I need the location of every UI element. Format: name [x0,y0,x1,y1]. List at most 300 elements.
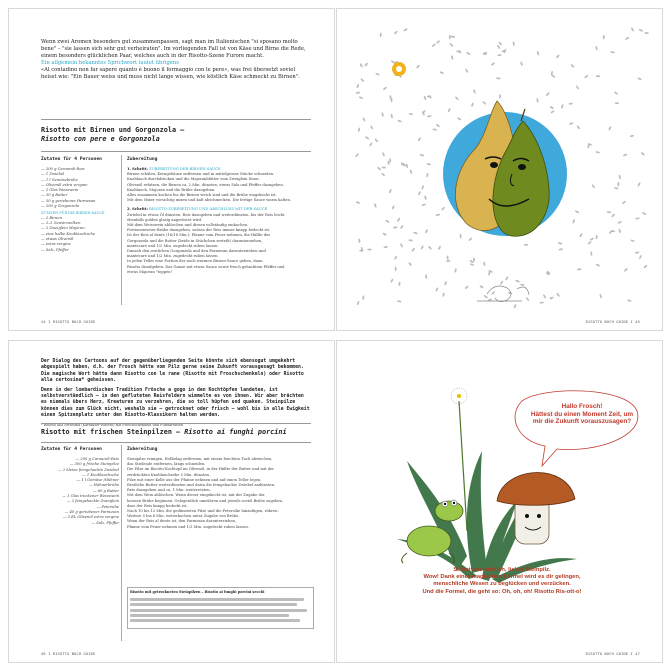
section-divider [41,119,311,120]
step-line: zerdrückten Knoblauchzehe 5 Min. dünsten. [127,472,211,477]
ingredients-list [41,167,119,253]
step-line: Weitere 5 bis 6 Min. weiterkochen unter Zugabe von Brühe. [127,514,240,519]
rice-grain [539,302,543,304]
rice-grain [611,213,615,218]
rice-grain [377,166,381,170]
rice-grain [362,117,366,122]
rice-grain [471,102,474,107]
rice-grain [595,46,598,51]
rice-grain [622,200,627,204]
rice-grain [549,106,554,110]
ingredient-item: — 50 g geriebener Parmesan [41,198,96,203]
rice-grain [595,151,600,154]
rice-grain [550,110,555,114]
prep-steps [127,167,312,275]
info-box-text [128,598,313,622]
intro-paragraph-2: Denn in der lombardischen Tradition Frösche a gogo in den Kochtöpfen landeten, ist selbstverständlich – in den gefluteten Reisfeldern wimmelte es von ihnen. Wir aber brächten es niemals übers Herz, Kreaturen zu verzehren, die so toll hüpfen und quaken. Steinpilze können dies zum Glück nicht, weshalb sie – getrocknet oder frisch – wohl bis in alle Ewigkeit einen Spitzenplatz unter den Risotto-Klassikern halten werden. [41,387,310,419]
rice-grain [397,120,402,123]
rice-grain [457,117,462,121]
section-divider [41,423,311,424]
ingredient-item: — 1 Glas Weisswein [41,188,79,193]
rice-grain [505,276,509,281]
ingredient-item: — 2 Birnen [41,215,62,220]
rice-grain [479,285,484,289]
sun-icon [392,62,406,76]
ingredient-item: — 30 g Butter [41,193,68,198]
rice-grain [374,138,378,143]
ingredient-item: — Petersilie [96,504,119,509]
rice-grain [408,262,412,267]
rice-grain [435,287,438,292]
ingredient-item: — 1 Glas trockener Weisswein [62,494,119,499]
step-line: Ist der Reis al dente (16/18 Min.): Pfanne vom Feuer nehmen, die Hälfte des [127,233,271,238]
rice-grain [500,280,504,285]
rice-grain [637,182,641,187]
rice-grain [610,51,615,54]
rice-grain [389,189,393,194]
rice-grain [362,295,364,299]
rice-grain [436,40,440,44]
rice-grain [403,28,408,32]
rice-grain [637,77,642,80]
rice-grain [375,73,380,76]
rice-grain [381,172,385,176]
rice-grain [609,230,613,235]
rice-grain [359,96,364,99]
step-line: Mit dem Wein ablöschen. Wenn dieser eingekocht ist, mit der Zugabe der [127,493,265,498]
rice-grain [561,104,564,109]
caption-line: Und die Formel, die geht so: Oh, oh, oh! Risotto Ris-ott-o! [422,588,582,595]
step-line: heissen Brühe beginnen. Gelegentlich umrühren und jeweils soviel Brühe zugeben, [127,498,284,503]
rice-grain [374,203,377,208]
rice-grain [427,115,432,118]
rice-grain [413,231,418,234]
intro-text [41,359,311,428]
ingredient-item: — 2 Zweiglein Majoran [41,226,85,231]
rice-grain [618,229,621,234]
column-divider [121,155,122,305]
rice-grain [558,242,563,245]
page-footer: RISOTTO BUCH GUIDE I 47 [585,652,640,656]
ingredients-list [41,457,119,526]
step-line: Birnen schälen, Kerngehäuse entfernen und in mittelgrosse Stücke schneiden. [127,172,275,177]
rice-grain [395,267,397,271]
step-line: Wenn der Reis al dente ist, den Parmesan darunterziehen, [127,519,237,524]
rice-grain [639,29,644,32]
rice-grain [380,33,382,38]
caption-line: Wow! Dank einer magischen Formel wird es dir gelingen, [423,574,581,581]
page-birnen-risotto [8,8,335,331]
rice-grain [642,212,647,216]
rice-grain [641,152,645,156]
rice-grain [465,68,468,73]
rice-grain [515,280,520,283]
info-box-title: Risotto mit getrockneten Steinpilzen – Risotto ai funghi porcini secchi [130,590,265,594]
rice-grain [359,250,364,252]
step-title: RISOTTO-ZUBEREITUNG UND ABSCHLUSS MIT DER SAUCE [147,207,268,212]
rice-grain [381,112,384,117]
step-line: Zwiebel in etwas Öl dünsten. Reis dazugeben und weiterdünsten, bis der Reis leicht [127,212,285,217]
ingredient-item: — 1 Knoblauchzehe [82,472,119,477]
rice-grain [432,43,437,47]
ingredient-item: — eine halbe Knoblauchzehe [41,231,96,236]
rice-grain [448,108,451,113]
rice-grain [470,263,475,266]
rice-grain [408,239,413,241]
speech-text [527,403,637,426]
rice-grain [383,246,388,249]
rice-grain [360,78,364,83]
page-steinpilz-risotto [8,340,335,663]
rice-grain [432,128,437,131]
rice-grain [454,268,457,273]
rice-grain [449,35,451,39]
rice-grain [420,245,424,250]
rice-grain [390,278,394,283]
rice-grain [418,191,422,196]
rice-grain [441,206,445,211]
recipe-title-it: Risotto ai funghi porcini [184,428,287,436]
ingredient-item: — 60 g Butter [92,488,119,493]
rice-grain [400,225,404,230]
rice-grain [473,89,476,94]
recipe-title [41,428,311,437]
ingredient-item: — 2–3 Gewürznelken [41,221,81,226]
rice-grain [644,32,649,34]
rice-grain [576,125,580,130]
rice-grain [382,232,387,236]
rice-grain [491,62,496,66]
rice-grain [425,229,428,234]
rice-grain [498,41,502,46]
ingredient-item: — 1 l Gemüsebrühe [41,177,78,182]
rice-grain [536,51,539,56]
step-line: Die Pilze im Risotto-Kochtopf im Olivenöl, in der Hälfte der Butter und mit der [127,467,275,472]
step-line: Mit dem Mixer vorsichtig mixen und kalt abschmecken. Die fertige Sauce warm halten. [127,198,291,203]
ingredient-item: — 1 Zwiebel [41,172,65,177]
rice-grain [417,137,421,142]
rice-grain [451,35,456,38]
rice-grain [623,153,628,156]
step-title: ZUBEREITUNG DER BIRNEN-SAUCE [147,167,221,171]
step-line: Knoblauch, Majoran und die Brühe dazugeben. [127,187,216,192]
rice-grain [446,255,448,260]
rice-grain [442,292,445,297]
step-line: Steinpilze reinigen, Erdbelag entfernen, mit einem feuchten Tuch abwischen, [127,457,273,461]
rice-grain [570,64,574,69]
rice-grain [499,94,501,99]
ingredient-item: — 2 kleine feingehackte Zwiebel [57,467,119,472]
step-line: Restliche Butter weiterdünsten und darin die feingehackte Zwiebel andünsten. [127,483,276,488]
recipe-title-de: Risotto mit Birnen und Gorgonzola – [41,126,185,134]
rice-grain [449,43,453,47]
rice-grain [369,142,373,147]
rice-grain [423,96,426,101]
page-frog-cartoon [336,340,663,663]
step-line: Pilze mit einer Kelle aus der Pfanne nehmen und auf einen Teller legen. [127,477,262,482]
ingredients-heading: Zutaten für 4 Personen [41,447,102,452]
rice-grain [451,55,454,60]
rice-grain [614,91,619,95]
rice-grain [569,122,574,125]
rice-grain [543,294,547,299]
rice-grain [524,244,529,246]
recipe-title [41,126,311,143]
rice-grain [596,235,598,240]
rice-grain [356,91,361,94]
rice-grain [421,185,424,190]
recipe-title-de: Risotto mit frischen Steinpilzen – [41,428,181,436]
rice-grain [520,61,523,66]
rice-grain [424,195,427,200]
rice-grain [608,126,612,131]
rice-grain [483,295,488,299]
step-line: Knoblauch durchdrücken und die Majoranblätter vom Zweiglein lösen. [127,177,260,182]
frog-mushroom-cartoon [337,341,663,663]
rice-grain [393,226,398,228]
rice-grain [513,41,515,46]
rice-grain [358,127,361,132]
rice-grain [590,251,592,256]
step-line: Alles zusammen kochen bis die Birnen weich sind und die Brühe eingekocht ist. [127,193,277,198]
step-line: Reis dazugeben und ca. 1 Min. weiterrösten. [127,488,211,493]
rice-grain [558,248,563,251]
rice-grain [497,45,501,50]
rice-grain [394,30,398,34]
rice-grain [625,37,630,41]
rice-grain [615,102,620,104]
column-divider [121,445,122,641]
rice-grain [549,296,554,299]
intro-paragraph: Der Dialog des Cartoons auf der gegenüberliegenden Seite könnte sich ebensogut umgekehrt abgespielt haben, d.h. der Frosch hätte vom Pilz gerne seine Zukunft vorausgesagt bekommen. Die magische Wort hätte dann Risotto con le rane (Risotto mit Froschschenkeln) oder Risotto alla certosina* geheissen. [41,359,304,384]
rice-grain [383,86,388,90]
rice-grain [427,163,432,166]
rice-grain [394,255,398,260]
page-footer: RISOTTO BUCH GUIDE I 45 [585,320,640,324]
rice-grain [439,71,444,74]
rice-grain [556,292,560,297]
rice-grain [596,263,601,267]
rice-grain [556,54,560,58]
caption-line: Selbstverständlich, lieber Steinpilz. [453,567,551,573]
rice-grain [618,175,621,180]
speech-line: mir die Zukunft vorauszusagen? [532,418,632,426]
rice-grain [572,219,575,224]
rice-grain [411,248,415,253]
rice-grain [631,27,635,32]
step-line: Olivenöl erhitzen, die Birnen ca. 2 Min. dünsten, etwas Salz und Pfeffer dazugeben, [127,182,284,187]
rice-grain [466,52,471,55]
rice-grain [576,85,580,90]
step-line: Danach den restlichen Gorgonzola und den Parmesan darunterziehen und [127,249,266,254]
info-box [127,587,314,629]
rice-grain [575,210,580,213]
intro-proverb-lead: Ein allgemein bekanntes Sprichwort lautet übrigens [41,60,179,66]
rice-grain [370,125,374,130]
prep-heading: Zubereitung [127,447,158,452]
rice-grain [367,249,371,251]
rice-grain [546,92,550,96]
rice-grain [444,281,447,286]
prep-steps [127,457,312,530]
rice-grain [421,203,426,206]
step-line: ebenfalls golden glasig angeröstet wird. [127,217,203,222]
speech-line: Hättest du einen Moment Zeit, um [530,410,634,418]
ingredient-item: — Salz, Pfeffer [41,247,69,252]
step-line: Risotto draufgeben. Das Ganze mit etwas Sauce sowie frisch gehacktem Pfeffer und [127,264,285,269]
rice-grain [587,241,592,245]
rice-grain [603,35,605,40]
rice-grain [455,96,459,100]
step-line: Pfanne vom Feuer nehmen und 1/2 Min. zugedeckt ruhen lassen. [127,524,249,529]
page-footer: 46 I RISOTTO BUCH GUIDE [41,652,96,656]
ingredient-item: — 200 g Gorgonzola [41,204,80,209]
rice-grain [391,205,395,210]
rice-grain [382,166,387,168]
rice-grain [513,304,516,309]
rice-grain [579,233,583,238]
ingredient-item: — etwas Olivenöl [41,237,74,242]
rice-grain [568,103,573,105]
rice-grain [436,123,440,127]
rice-grain [491,291,495,295]
rice-grain [428,246,432,250]
rice-grain [468,237,473,241]
sauce-heading: ZUTATEN FÜR DIE BIRNEN-SAUCE [41,211,105,216]
speech-line: Hallo Frosch! [561,403,603,410]
ingredient-item: — 1 l Gemüse-/Hühner [76,478,119,483]
rice-grain [607,211,611,213]
rice-grain [397,300,402,303]
rice-grain [483,261,485,266]
ingredient-item: — 3 EL Olivenöl extra vergine [62,515,119,520]
ingredient-item: — 200 g Carnaroli-Reis [75,457,119,461]
ingredient-item: — Salz, Pfeffer [91,520,119,525]
rice-grain [356,201,361,204]
rice-grain [617,221,622,224]
ingredient-item: — extra vergine [41,242,71,247]
rice-grain [382,152,385,157]
prep-heading: Zubereitung [127,157,158,162]
snail-illustration [477,286,529,302]
rice-grain [358,238,360,243]
rice-grain [420,154,425,157]
rice-grain [624,268,628,272]
rice-grain [584,75,589,79]
rice-grain [365,136,370,140]
section-divider [41,442,311,443]
rice-grain [591,184,595,189]
step-line: Nach 10 bis 12 Min. die gedünsteten Pilze und die Petersilie hinzufügen, rühren. [127,509,279,514]
rice-grain [627,299,632,302]
rice-grain [536,98,539,103]
step-label: 2. Schritt: [127,207,148,212]
rice-grain [385,219,390,223]
ingredient-item: — 300 g frische Steinpilze [69,462,119,467]
rice-grain [617,182,619,186]
rice-grain [359,63,363,68]
rice-grain [459,234,461,239]
rice-grain [614,187,619,190]
rice-grain [410,169,413,174]
step-line: Portionenweise Brühe dazugeben, sodass der Reis immer knapp bedeckt ist. [127,228,271,233]
rice-grain [390,114,393,119]
rice-grain [436,213,441,216]
rice-grain [508,292,513,295]
rice-grain [525,297,529,302]
cartoon-caption [377,567,627,596]
rice-grain [356,301,359,306]
rice-grain [416,64,420,69]
rice-grain [497,54,501,56]
rice-grain [464,285,468,289]
rice-grain [635,217,640,220]
ingredient-item: — Hühnerbrühe [88,483,119,488]
rice-grain [599,294,602,299]
step-line: mantecare und 1/2 Min. zugedeckt ruhen lassen. [127,243,219,248]
footnote: * Risotto alla certosina (Kartäuser-Risotto) mit Froschschenkeln und Flusskrebsen [41,422,184,427]
rice-grain [356,84,359,89]
rice-grain [643,264,647,268]
rice-grain [496,77,501,79]
step-line: Mit dem Weisswein ablöschen und diesen vollständig einkochen. [127,223,249,228]
grass-illustration [397,451,577,583]
page-footer: 44 I RISOTTO BUCH GUIDE [41,320,96,324]
rice-grain [409,113,414,115]
step-line: das Stielende entfernen, längs schneiden. [127,462,206,467]
rice-grain [639,255,642,260]
rice-grain [577,268,582,270]
step-line: mantecare und 1/2 Min. zugedeckt ruhen lassen. [127,254,219,259]
rice-grain [551,74,556,78]
rice-grain [630,239,635,242]
ingredient-item: — Olivenöl extra vergine [41,182,88,187]
intro-proverb: «Al contadino non far sapere quanto è buono il formaggio con le pere», was frei übersetzt soviel heisst wie: "Ein Bauer weiss und muss nicht lange wissen, wie köstlich Käse schmeckt zu Birnen". [41,67,300,80]
ingredient-item: — 40 g geriebener Parmesan [64,509,119,514]
rice-grain [473,257,476,262]
ingredient-item: — 2 feingehackte Zweiglein [66,499,119,504]
section-divider [41,151,311,152]
step-line: etwas Majoran "toppen". [127,269,174,274]
rice-grain [397,218,401,223]
intro-text [41,39,311,81]
recipe-title-it: Risotto con pere e Gorgonzola [41,134,160,143]
rice-grain [630,135,635,138]
page-pear-illustration [336,8,663,331]
rice-grain [438,245,442,250]
rice-grain [425,274,427,279]
rice-grain [426,173,429,178]
step-line: dass der Reis knapp bedeckt ist. [127,503,188,508]
step-line: Gorgonzola und die Butter (beide in Stückchen zerteilt) darunterziehen, [127,238,263,243]
pear-cheese-illustration [337,9,663,331]
rice-grain [482,101,486,105]
rice-grain [520,284,524,286]
rice-grain [398,282,400,287]
rice-grain [596,75,601,77]
caption-line: menschliche Wesen zu beglücken und verzücken. [433,581,571,588]
step-line: In jeden Teller eine Portion der noch warmen Birnen-Sauce geben, dann [127,259,263,264]
intro-paragraph: Wenn zwei Aromen besonders gut zusammenpassen, sagt man im Italienischen "si sposano molto bene" – "sie lassen sich sehr gut verheiraten". Im vorliegenden Fall ist von Käse und Birne die Rede, einem besonders glücklichen Paar, welches auch in der Risotto-Szene Furore macht. [41,39,306,59]
rice-grain [400,243,404,248]
ingredient-item: — 200 g Carnaroli-Reis [41,167,85,171]
rice-grain [364,62,368,67]
rice-grain [590,237,595,241]
ingredients-heading: Zutaten für 4 Personen [41,157,102,162]
rice-grain [635,251,640,254]
rice-grain [355,153,359,158]
step-label: 1. Schritt: [127,167,148,171]
